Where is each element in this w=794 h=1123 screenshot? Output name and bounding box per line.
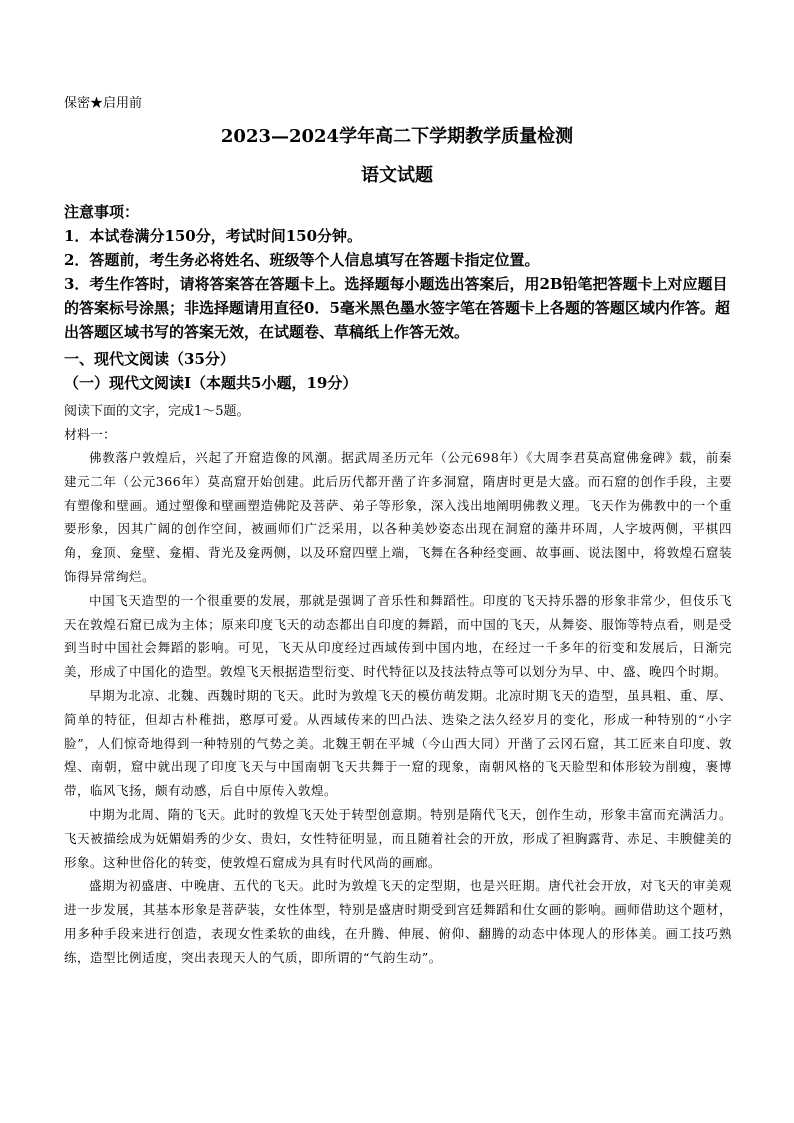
passage-body: [64, 446, 732, 970]
passage-paragraph: 盛期为初盛唐、中晚唐、五代的飞天。此时为敦煌飞天的定型期，也是兴旺期。唐代社会开放，对飞天的审美观进一步发展，其基本形象是菩萨装，女性体型，特别是盛唐时期受到宫廷舞蹈和仕女画的影响。画师借助这个题材，用多种手段来进行创造，表现女性柔软的曲线，在升腾、伸展、俯仰、翻腾的动态中体现人的形体美。画工技巧熟练，造型比例适度，突出表现天人的气质，即所谓的“气韵生动”。: [64, 878, 732, 965]
notes-item: 1．本试卷满分150分，考试时间150分钟。: [64, 227, 363, 245]
passage-paragraph: 中国飞天造型的一个很重要的发展，那就是强调了音乐性和舞蹈性。印度的飞天持乐器的形象非常少，但伎乐飞天在敦煌石窟已成为主体；原来印度飞天的动态都出自印度的舞蹈，而中国的飞天，从舞姿、服饰等特点看，则是受到当时中国社会舞蹈的影响。可见，飞天从印度经过西域传到中国内地，在经过一千多年的衍变和发展后，日渐完美，形成了中国化的造型。敦煌飞天根据造型衍变、时代特征以及技法特点等可以划分为早、中、盛、晚四个时期。: [64, 592, 732, 680]
passage-paragraph: 中期为北周、隋的飞天。此时的敦煌飞天处于转型创意期。特别是隋代飞天，创作生动，形象丰富而充满活力。飞天被描绘成为妩媚娟秀的少女、贵妇，女性特征明显，而且随着社会的开放，形成了袒胸露背、赤足、丰腴健美的形象。这种世俗化的转变，使敦煌石窟成为具有时代风尚的画廊。: [64, 806, 732, 870]
section-heading: 一、现代文阅读（35分）: [64, 350, 235, 368]
notes-item: 3．考生作答时，请将答案答在答题卡上。选择题每小题选出答案后，用2B铅笔把答题卡上对应题目的答案标号涂黑；非选择题请用直径0．5毫米黑色墨水签字笔在答题卡上各题的答题区域内作答。超出答题区域书写的答案无效，在试题卷、草稿纸上作答无效。: [64, 275, 730, 341]
subsection-heading: （一）现代文阅读Ⅰ（本题共5小题，19分）: [64, 374, 358, 392]
exam-title: 2023—2024学年高二下学期教学质量检测: [220, 126, 574, 147]
exam-subtitle: 语文试题: [361, 165, 433, 186]
confidential-mark: 保密★启用前: [64, 96, 143, 111]
passage-paragraph: 佛教落户敦煌后，兴起了开窟造像的风潮。据武周圣历元年（公元698年）《大周李君莫高窟佛龛碑》载，前秦建元二年（公元366年）莫高窟开始创建。此后历代都开凿了许多洞窟，隋唐时更是大盛。而石窟的创作手段，主要有塑像和壁画。通过塑像和壁画塑造佛陀及菩萨、弟子等形象，深入浅出地阐明佛教义理。飞天作为佛教中的一个重要形象，因其广阔的创作空间，被画师们广泛采用，以各种美妙姿态出现在洞窟的藻井环周，人字坡两侧，平棋四角，龛顶、龛壁、龛楣、背光及龛两侧，以及环窟四壁上端，飞舞在各种经变画、故事画、说法图中，将敦煌石窟装饰得异常绚烂。: [64, 450, 732, 584]
passage-paragraph: 早期为北凉、北魏、西魏时期的飞天。此时为敦煌飞天的模仿萌发期。北凉时期飞天的造型，虽具粗、重、厚、简单的特征，但却古朴稚拙，憨厚可爱。从西域传来的凹凸法、迭染之法久经岁月的变化，形成一种特别的“小字脸”，人们惊奇地得到一种特别的气势之美。北魏王朝在平城（今山西大同）开凿了云冈石窟，其工匠来自印度、敦煌、南朝，窟中就出现了印度飞天与中国南朝飞天共舞于一窟的现象，南朝风格的飞天脸型和体形较为削瘦，裹博带，临风飞扬，颇有动感，后自中原传入敦煌。: [64, 687, 732, 799]
notes-heading: 注意事项：: [64, 203, 140, 221]
material-label: 材料一：: [64, 428, 117, 443]
notes-block: [64, 200, 732, 344]
notes-item: 2．答题前，考生务必将姓名、班级等个人信息填写在答题卡指定位置。: [64, 251, 540, 269]
reading-instruction: 阅读下面的文字，完成1～5题。: [64, 404, 250, 419]
